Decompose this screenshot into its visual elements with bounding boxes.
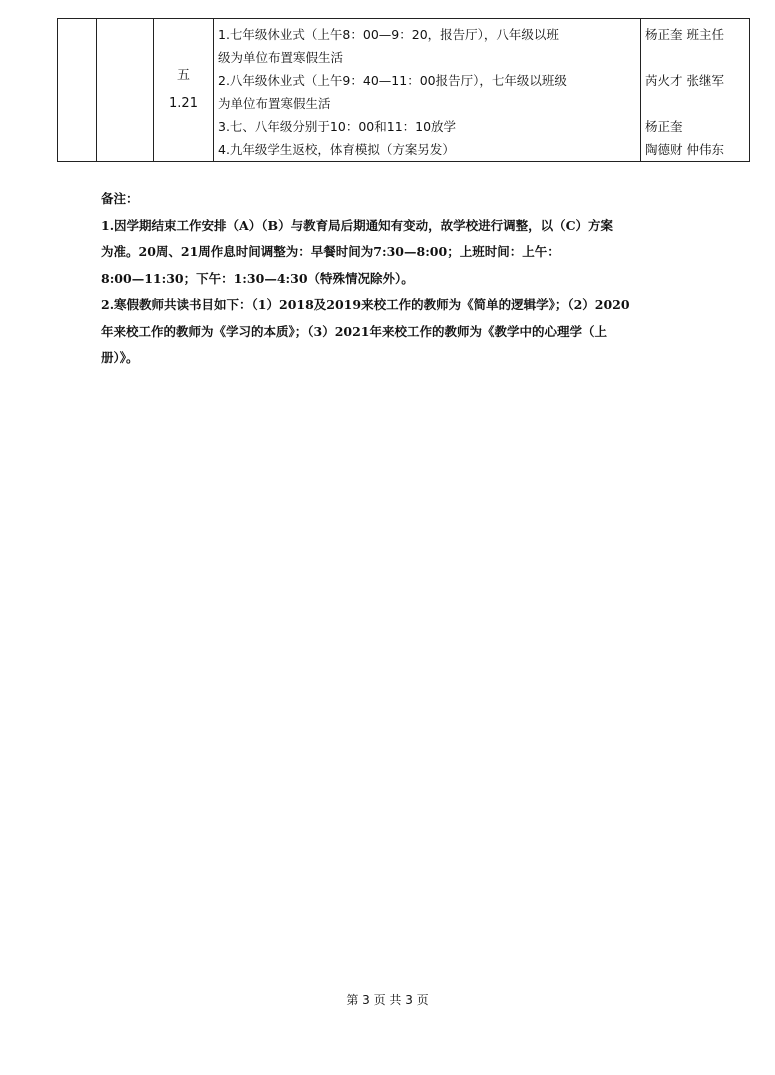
schedule-table [57, 18, 750, 162]
responsible-line: 杨正奎 [645, 119, 683, 134]
empty-cell [97, 19, 154, 162]
responsible-line: 陶德财 仲伟东 [645, 142, 724, 157]
task-line: 为单位布置寒假生活 [218, 96, 331, 111]
tasks-cell [214, 19, 641, 162]
notes-heading: 备注： [101, 191, 139, 206]
responsible-line [645, 46, 749, 69]
page-number-footer: 第 3 页 共 3 页 [346, 993, 429, 1007]
notes-line: 为准。20周、21周作息时间调整为：早餐时间为7:30—8:00；上班时间：上午： [101, 244, 560, 259]
notes-line: 年来校工作的教师为《学习的本质》；（3）2021年来校工作的教师为《教学中的心理学（上 [101, 323, 607, 339]
notes-line: 1.因学期结束工作安排（A）（B）与教育局后期通知有变动，故学校进行调整，以（C）方案 [101, 217, 614, 233]
empty-cell [58, 19, 97, 162]
task-line: 4.九年级学生返校，体育模拟（方案另发） [218, 142, 455, 157]
task-line: 3.七、八年级分别于10：00和11：10放学 [218, 119, 457, 134]
responsible-line: 芮火才 张继军 [645, 73, 724, 88]
responsible-cell [641, 19, 750, 162]
notes-line: 8:00—11:30；下午：1:30—4:30（特殊情况除外）。 [101, 270, 414, 286]
notes-line: 2.寒假教师共读书目如下：（1）2018及2019来校工作的教师为《简单的逻辑学》；（2）2020 [101, 297, 630, 312]
responsible-line: 杨正奎 班主任 [645, 27, 724, 42]
table-row [58, 19, 750, 162]
task-line: 1.七年级休业式（上午8：00—9：20，报告厅），八年级以班 [218, 27, 559, 42]
notes-section [101, 186, 699, 372]
notes-line: 册）》。 [101, 350, 139, 365]
day-date-cell [154, 19, 214, 162]
task-line: 2.八年级休业式（上午9：40—11：00报告厅），七年级以班级 [218, 73, 567, 88]
task-line: 级为单位布置寒假生活 [218, 50, 344, 65]
responsible-line [645, 92, 749, 115]
day-label: 五 [176, 68, 190, 83]
date-label: 1.21 [169, 96, 198, 111]
